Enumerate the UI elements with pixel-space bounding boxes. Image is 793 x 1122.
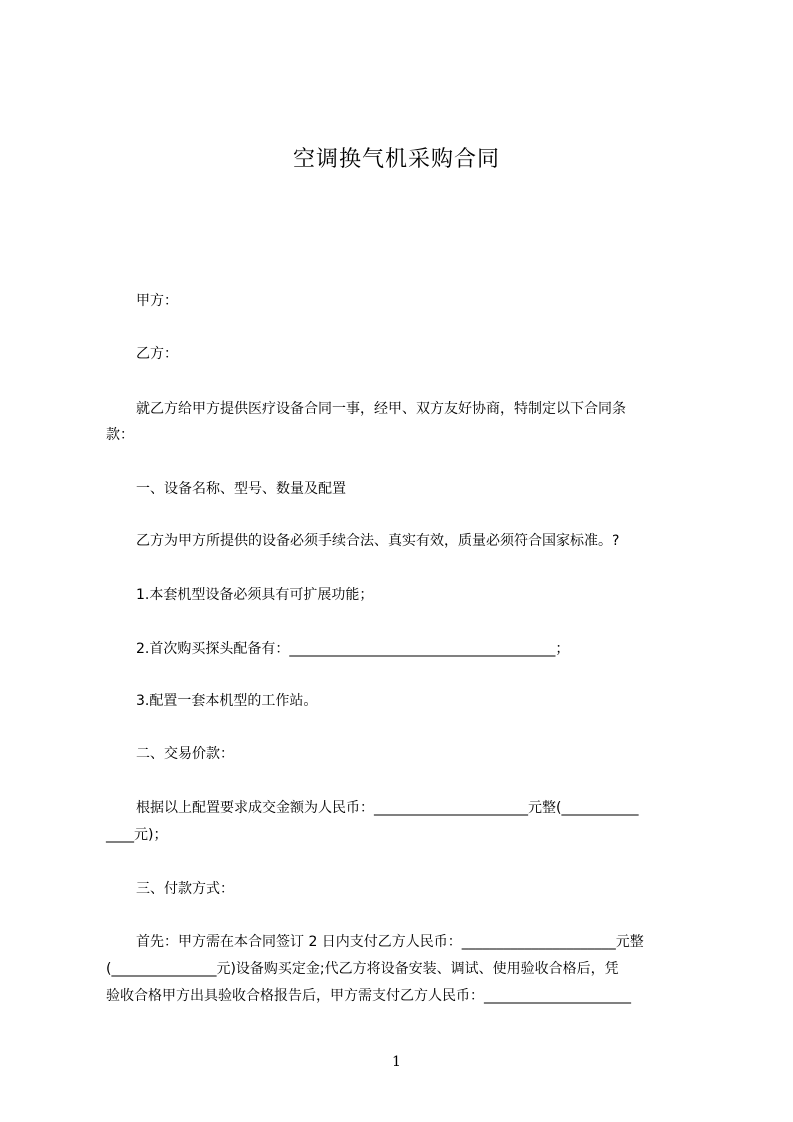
contract-title: 空调换气机采购合同 xyxy=(292,147,500,172)
intro-paragraph-line-2: 款： xyxy=(106,427,134,443)
price-paragraph-line-1: 根据以上配置要求成交金额为人民币：______________________元整(___________ xyxy=(136,800,639,816)
list-item-2: 2.首次购买探头配备有：______________________________________； xyxy=(136,641,570,657)
page-number: 1 xyxy=(392,1054,401,1070)
price-paragraph-line-2: ____元)； xyxy=(106,827,168,843)
payment-paragraph-line-1: 首先：甲方需在本合同签订 2 日内支付乙方人民币：______________________元整 xyxy=(136,934,644,950)
party-b-line: 乙方： xyxy=(136,346,178,362)
payment-paragraph-line-2: (_______________元)设备购买定金;代乙方将设备安装、调试、使用验收合格后，凭 xyxy=(106,961,619,977)
list-item-1: 1.本套机型设备必须具有可扩展功能； xyxy=(136,587,374,603)
section-1-text: 乙方为甲方所提供的设备必须手续合法、真实有效，质量必须符合国家标准。? xyxy=(136,533,620,549)
section-2-heading: 二、交易价款： xyxy=(136,746,234,762)
list-item-3: 3.配置一套本机型的工作站。 xyxy=(136,693,318,709)
section-3-heading: 三、付款方式： xyxy=(136,881,234,897)
intro-paragraph-line-1: 就乙方给甲方提供医疗设备合同一事，经甲、双方友好协商，特制定以下合同条 xyxy=(136,401,626,417)
party-a-line: 甲方： xyxy=(136,293,178,309)
payment-paragraph-line-3: 验收合格甲方出具验收合格报告后，甲方需支付乙方人民币：_____________________ xyxy=(106,988,631,1004)
section-1-heading: 一、设备名称、型号、数量及配置 xyxy=(136,481,346,497)
